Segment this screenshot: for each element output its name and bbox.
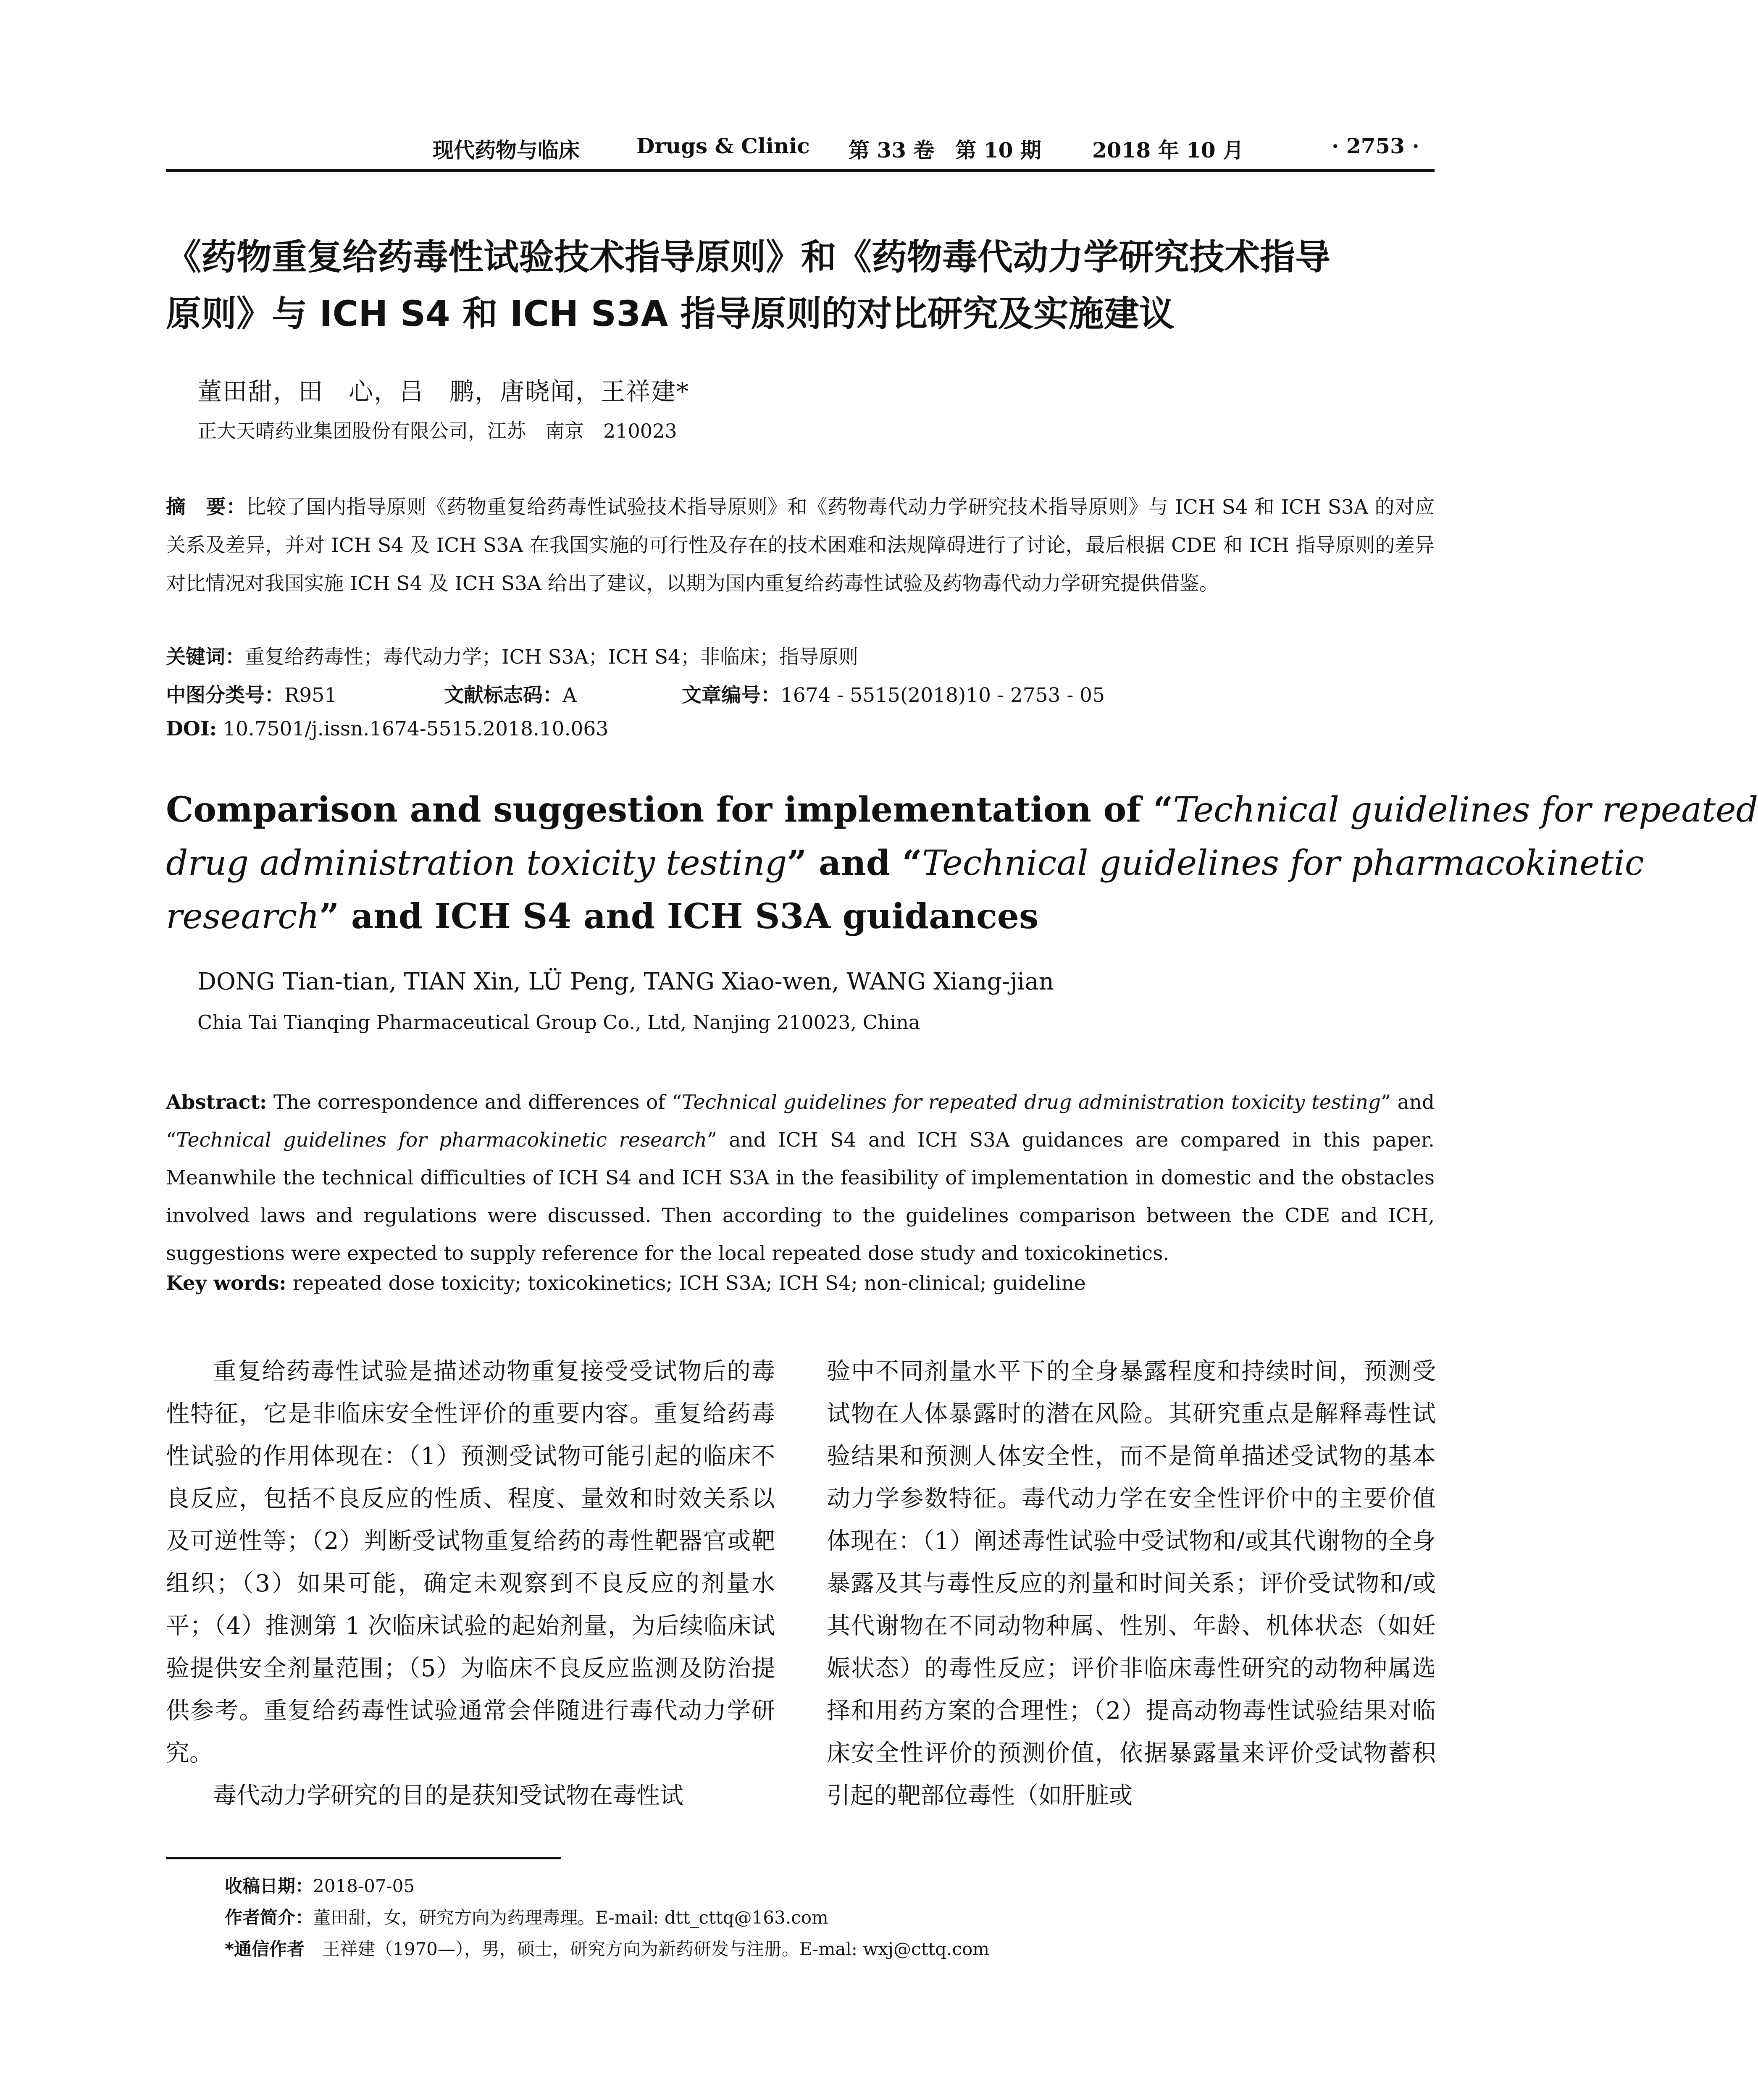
keywords-en [166,1272,1086,1295]
title-cn [166,229,1451,342]
authors-cn: 董田甜，田 心，吕 鹏，唐晓闻，王祥建* [197,377,690,406]
running-header [166,134,1435,171]
journal-name-cn: 现代药物与临床 [433,138,580,163]
body-paragraph: 验中不同剂量水平下的全身暴露程度和持续时间，预测受试物在人体暴露时的潜在风险。其研究重点是解释毒性试验结果和预测人体安全性，而不是简单描述受试物的基本动力学参数特征。毒代动力学在安全性评价中的主要价值体现在：（1）阐述毒性试验中受试物和/或其代谢物的全身暴露及其与毒性反应的剂量和时间关系；评价受试物和/或其代谢物在不同动物种属、性别、年龄、机体状态（如妊娠状态）的毒性反应；评价非临床毒性研究的动物种属选择和用药方案的合理性；（2）提高动物毒性试验结果对临床安全性评价的预测价值，依据暴露量来评价受试物蓄积引起的靶部位毒性（如肝脏或 [827,1358,1436,1809]
footnote-received: 收稿日期：2018-07-05 [225,1876,415,1896]
keywords-en-label: Key words: [166,1272,286,1295]
abstract-en-label: Abstract: [166,1091,267,1114]
affiliation-cn: 正大天晴药业集团股份有限公司，江苏 南京 210023 [197,420,677,442]
title-cn-line-2: 原则》与 ICH S4 和 ICH S3A 指导原则的对比研究及实施建议 [166,293,1175,334]
header-rule [166,169,1435,172]
page-number: · 2753 · [1332,134,1419,158]
keywords-cn-label: 关键词： [166,646,245,669]
body-paragraph: 重复给药毒性试验是描述动物重复接受受试物后的毒性特征，它是非临床安全性评价的重要内容。重复给药毒性试验的作用体现在：（1）预测受试物可能引起的临床不良反应，包括不良反应的性质、程度、量效和时效关系以及可逆性等；（2）判断受试物重复给药的毒性靶器官或靶组织；（3）如果可能，确定未观察到不良反应的剂量水平；（4）推测第 1 次临床试验的起始剂量，为后续临床试验提供安全剂量范围；（5）为临床不良反应监测及防治提供参考。重复给药毒性试验通常会伴随进行毒代动力学研究。 [166,1358,775,1767]
journal-name-en: Drugs & Clinic [636,134,810,158]
classification-line [166,680,1105,708]
affiliation-en: Chia Tai Tianqing Pharmaceutical Group Co., Ltd, Nanjing 210023, China [197,1011,920,1034]
footnote-rule [166,1857,561,1859]
issue-date: 2018 年 10 月 [1092,138,1244,163]
title-en-line-3: research” and ICH S4 and ICH S3A guidances [166,896,1039,937]
article-number-value: 1674 - 5515(2018)10 - 2753 - 05 [780,684,1105,707]
abstract-en: Abstract: The correspondence and differences of “Technical guidelines for repeated drug administration toxicity testing” and “Technical guidelines for pharmacokinetic research” and ICH S4 and ICH S3A guidances are compared in this paper. Meanwhile the technical difficulties of ICH S4 and ICH S3A in the feasibility of implementation in domestic and the obstacles involved laws and regulations were discussed. Then according to the guidelines comparison between the CDE and ICH, suggestions were expected to supply reference for the local repeated dose study and toxicokinetics. [166,1091,1435,1265]
body-paragraph: 毒代动力学研究的目的是获知受试物在毒性试 [213,1782,683,1809]
title-cn-line-1: 《药物重复给药毒性试验技术指导原则》和《药物毒代动力学研究技术指导 [166,236,1331,278]
authors-en: DONG Tian-tian, TIAN Xin, LÜ Peng, TANG Xiao-wen, WANG Xiang-jian [197,968,1054,995]
body-column-left [166,1350,775,1817]
keywords-cn [166,641,858,669]
title-en-line-1: Comparison and suggestion for implementation of “Technical guidelines for repeated [166,790,1758,830]
article-number-label: 文章编号： [681,684,780,707]
footnote-author-bio: 作者简介：董田甜，女，研究方向为药理毒理。E-mail: dtt_cttq@163.com [225,1907,828,1928]
clc-value: R951 [284,684,337,707]
body-column-right [827,1350,1436,1817]
abstract-cn [166,488,1435,603]
doi-label: DOI: [166,717,217,740]
abstract-cn-label: 摘 要： [166,496,246,519]
doc-code-value: A [562,684,577,707]
title-en [166,783,1758,943]
doi-line [166,717,608,740]
doc-code-label: 文献标志码： [444,684,563,707]
footnote-corresponding-author: *通信作者 王祥建（1970—），男，硕士，研究方向为新药研发与注册。E-mal: wxj@cttq.com [225,1939,990,1959]
volume-issue: 第 33 卷 第 10 期 [849,138,1041,163]
keywords-en-text: repeated dose toxicity; toxicokinetics; ICH S3A; ICH S4; non-clinical; guideline [286,1272,1086,1295]
doi-value: 10.7501/j.issn.1674-5515.2018.10.063 [223,717,609,740]
title-en-line-2: drug administration toxicity testing” and “Technical guidelines for pharmacokinetic [166,843,1644,883]
keywords-cn-text: 重复给药毒性；毒代动力学；ICH S3A；ICH S4；非临床；指导原则 [245,646,859,669]
abstract-cn-text: 比较了国内指导原则《药物重复给药毒性试验技术指导原则》和《药物毒代动力学研究技术指导原则》与 ICH S4 和 ICH S3A 的对应关系及差异，并对 ICH S4 及 ICH S3A 在我国实施的可行性及存在的技术困难和法规障碍进行了讨论，最后根据 CDE 和 ICH 指导原则的差异对比情况对我国实施 ICH S4 及 ICH S3A 给出了建议，以期为国内重复给药毒性试验及药物毒代动力学研究提供借鉴。 [166,496,1435,595]
clc-label: 中图分类号： [166,684,284,707]
